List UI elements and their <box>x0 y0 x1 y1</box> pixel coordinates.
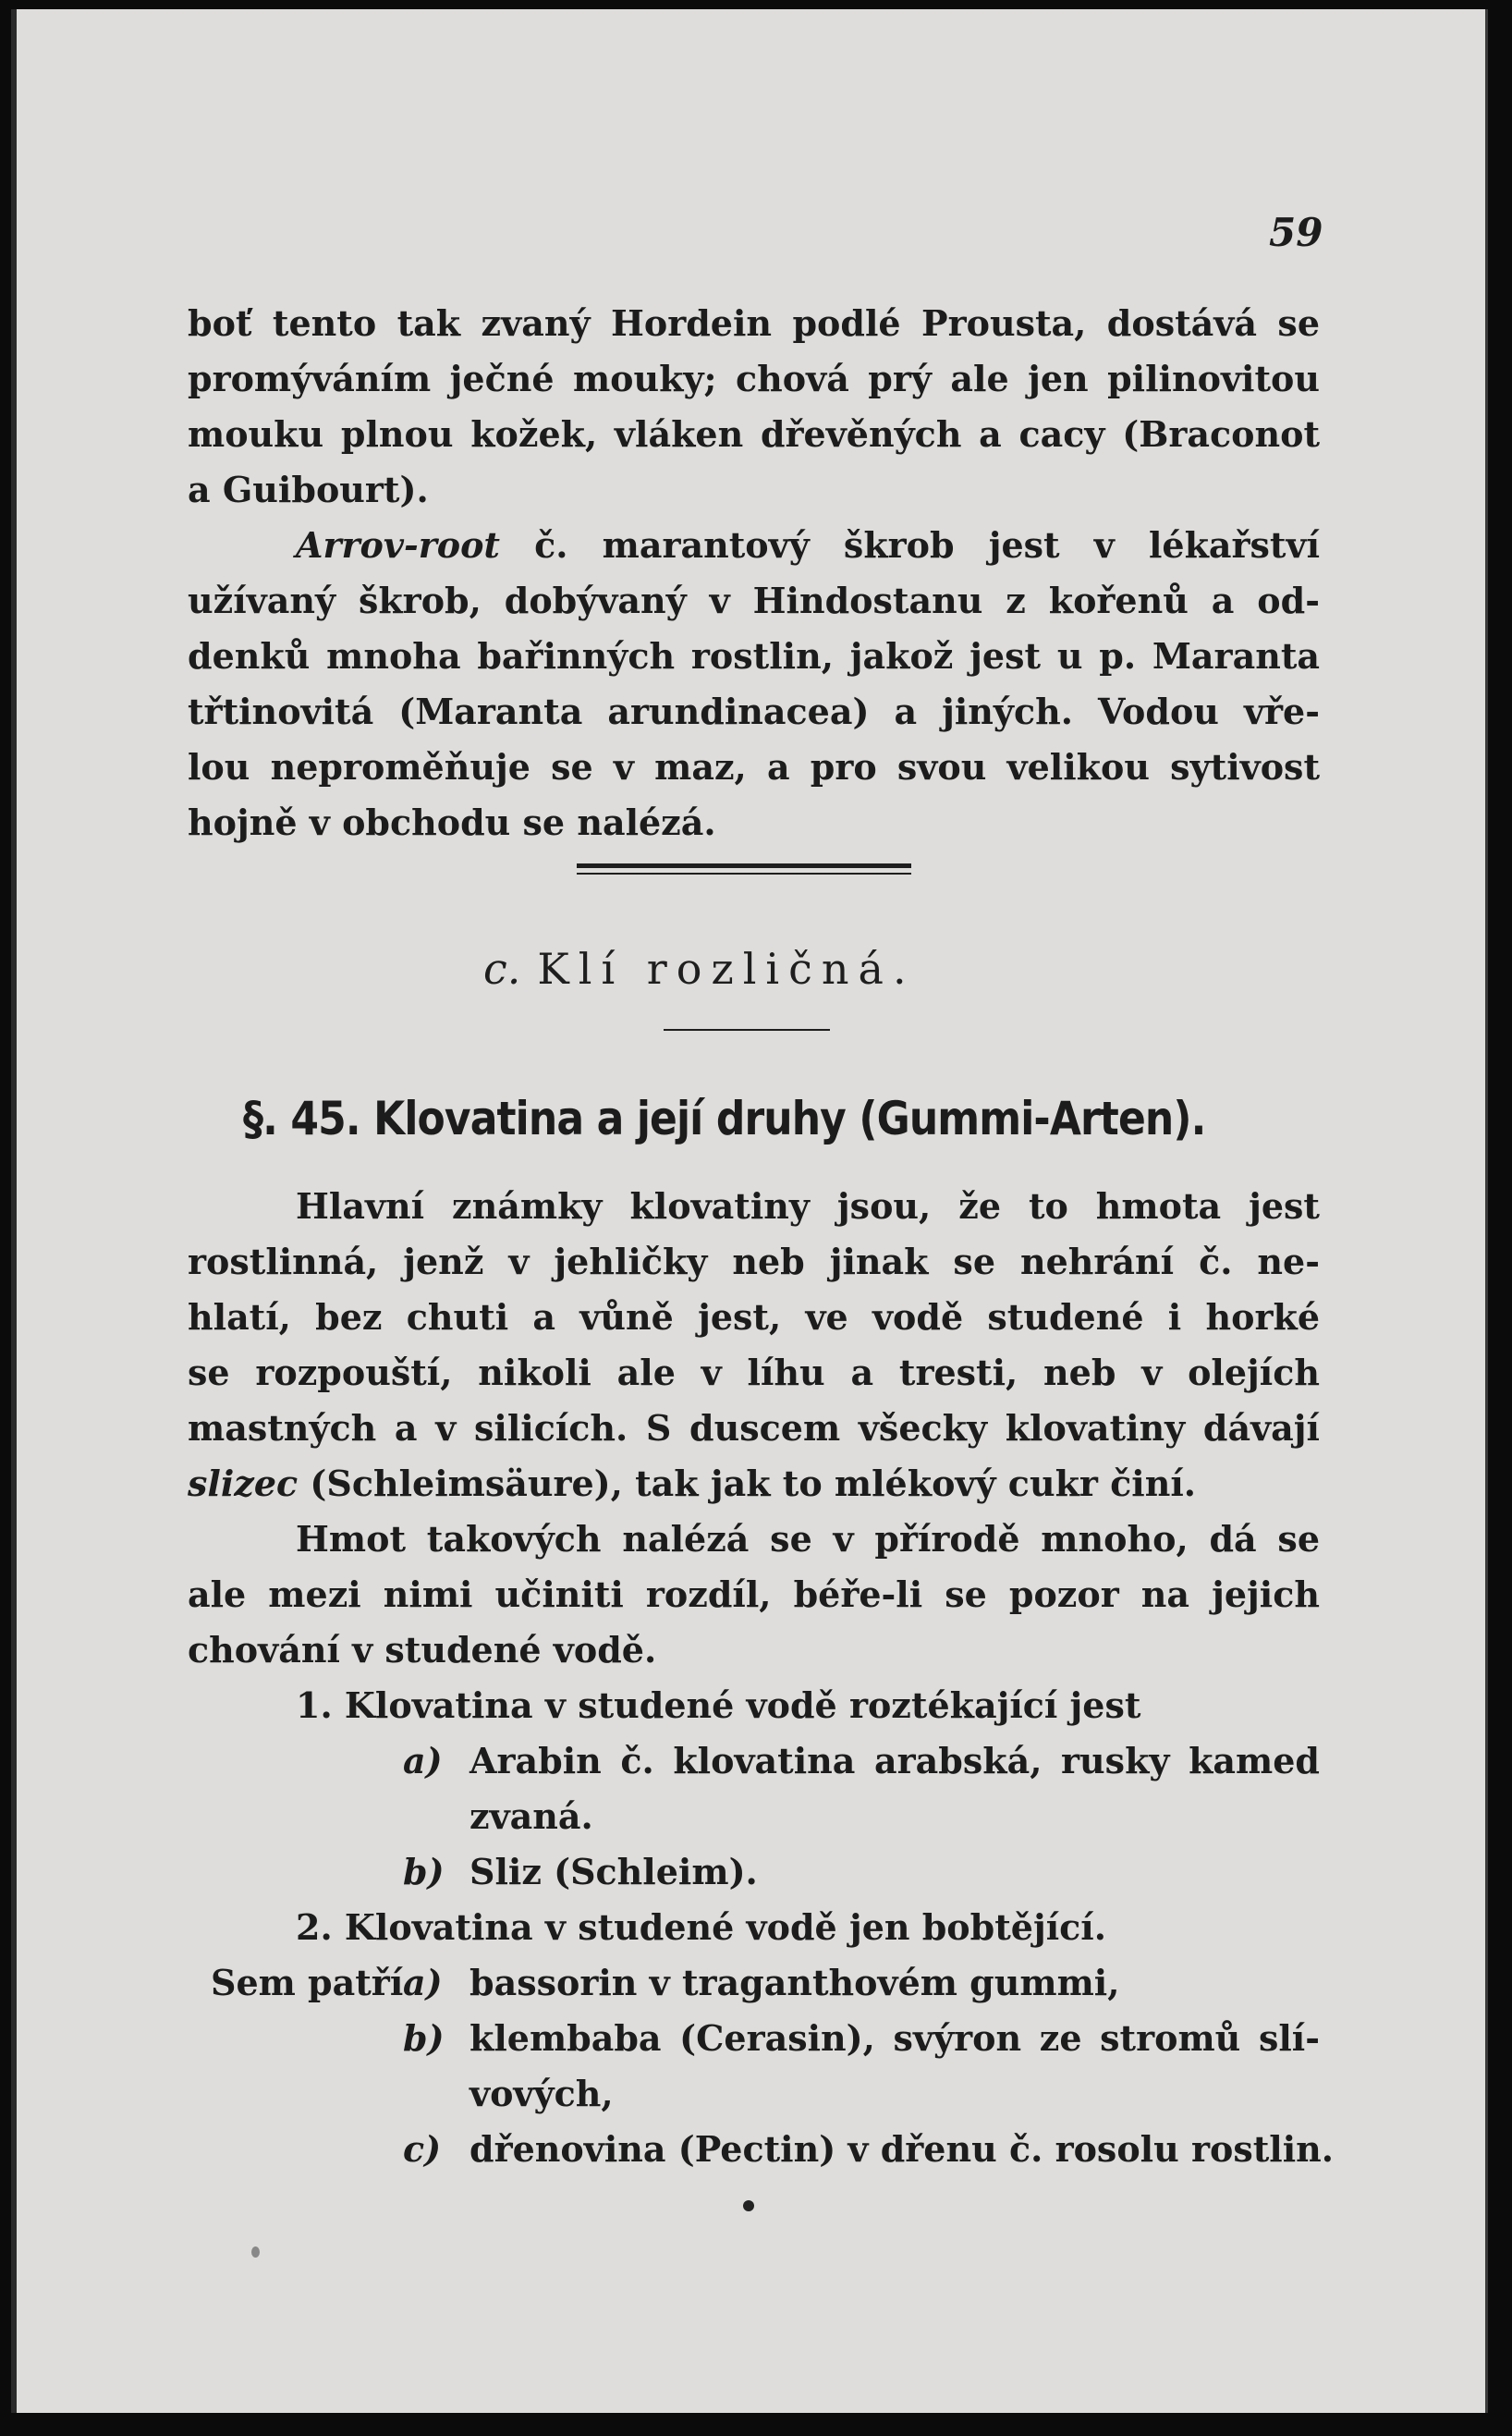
list-item-2a: bassorin v traganthovém gummi, <box>469 1962 1120 2003</box>
double-rule-top <box>577 863 911 868</box>
list-item-1a-label: a) <box>403 1740 443 1781</box>
ink-speck <box>251 2246 260 2258</box>
list-item-2a-label: a) <box>403 1962 443 2003</box>
ink-speck <box>743 2200 754 2211</box>
para3-line-3: hlatí, bez chuti a vůně jest, ve vodě studené i horké <box>188 1296 1320 1338</box>
para1-line-1: boť tento tak zvaný Hordein podlé Prousta, dostává se <box>188 302 1320 344</box>
para1-line-2: promýváním ječné mouky; chová prý ale jen pilinovitou <box>188 358 1320 399</box>
list-item-1a-line-2: zvaná. <box>469 1795 593 1837</box>
para3-line-1: Hlavní známky klovatiny jsou, že to hmota jest <box>296 1185 1320 1227</box>
list-item-2: 2. Klovatina v studené vodě jen bobtějící. <box>296 1906 1106 1948</box>
page-number: 59 <box>1269 210 1323 255</box>
term-slizec: slizec <box>188 1463 299 1504</box>
list-item-2c-label: c) <box>403 2128 442 2170</box>
para3-last-rest: (Schleimsäure), tak jak to mlékový cukr činí. <box>298 1463 1197 1504</box>
subheading-letter: c. <box>483 944 521 994</box>
para3-line-2: rostlinná, jenž v jehličky neb jinak se nehrání č. ne- <box>188 1241 1320 1282</box>
para4-line-2: ale mezi nimi učiniti rozdíl, béře-li se pozor na jejich <box>188 1573 1320 1615</box>
para3-line-5: mastných a v silicích. S duscem všecky klovatiny dávají <box>188 1407 1320 1449</box>
para2-line-2: užívaný škrob, dobývaný v Hindostanu z kořenů a od- <box>188 580 1320 621</box>
book-page <box>11 9 1488 2413</box>
para2-line-5: lou neproměňuje se v maz, a pro svou velikou sytivost <box>188 746 1320 788</box>
list-item-2b-line-1: klembaba (Cerasin), svýron ze stromů slí- <box>469 2017 1320 2059</box>
section-title: §. 45. Klovatina a její druhy (Gummi-Arten). <box>243 1092 1206 1145</box>
para2-line-6: hojně v obchodu se nalézá. <box>188 802 716 843</box>
subheading-c <box>483 941 916 997</box>
para4-line-3: chování v studené vodě. <box>188 1629 657 1671</box>
sem-patri: Sem patří <box>211 1962 404 2003</box>
subheading-text: Klí rozličná. <box>537 944 916 994</box>
list-item-1: 1. Klovatina v studené vodě roztékající jest <box>296 1684 1141 1726</box>
para2-line-3: denků mnoha bařinných rostlin, jakož jest u p. Maranta <box>188 635 1320 677</box>
double-rule-bottom <box>577 873 911 875</box>
list-item-2c: dřenovina (Pectin) v dřenu č. rosolu rostlin. <box>469 2128 1335 2170</box>
para2-line-4: třtinovitá (Maranta arundinacea) a jiných. Vodou vře- <box>188 691 1320 732</box>
para1-line-3: mouku plnou kožek, vláken dřevěných a cacy (Braconot <box>188 413 1320 455</box>
list-item-1a-line-1: Arabin č. klovatina arabská, rusky kamed <box>469 1740 1320 1781</box>
single-rule <box>664 1029 830 1031</box>
list-item-2b-label: b) <box>403 2017 445 2059</box>
term-arrowroot: Arrov-root <box>296 524 500 566</box>
list-item-1b: Sliz (Schleim). <box>469 1851 758 1892</box>
para1-line-4: a Guibourt). <box>188 469 429 510</box>
para3-line-4: se rozpouští, nikoli ale v líhu a tresti, neb v olejích <box>188 1352 1320 1393</box>
list-item-2b-line-2: vových, <box>469 2073 614 2114</box>
para4-line-1: Hmot takových nalézá se v přírodě mnoho, dá se <box>296 1518 1320 1560</box>
list-item-1b-label: b) <box>403 1851 445 1892</box>
para2-line-1 <box>296 518 1320 573</box>
para3-line-6 <box>188 1456 1196 1512</box>
para2-first-rest: č. marantový škrob jest v lékařství <box>500 524 1320 566</box>
